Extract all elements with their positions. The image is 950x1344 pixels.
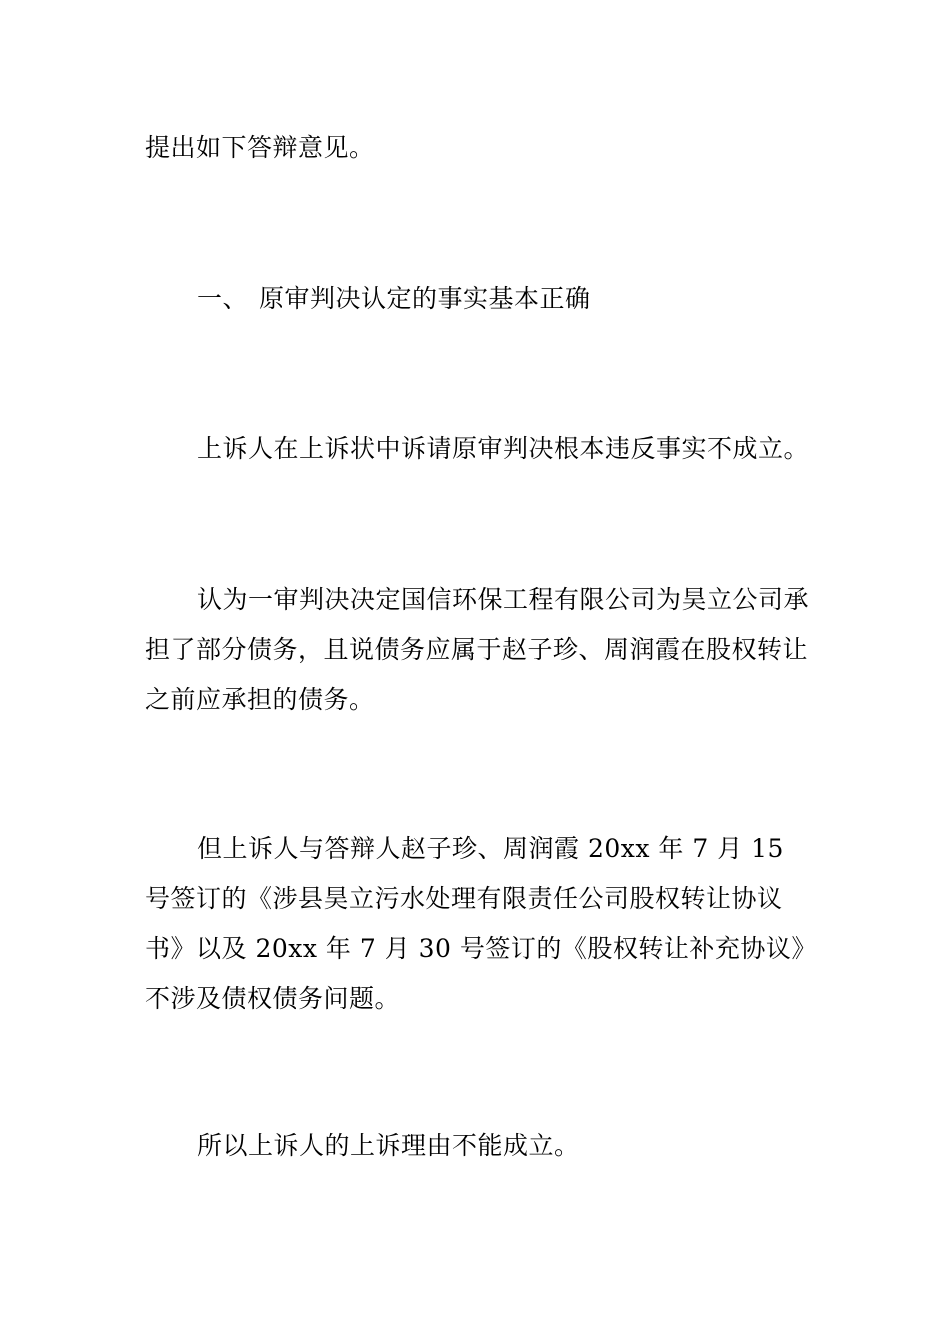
paragraph-4: 所以上诉人的上诉理由不能成立。: [197, 1131, 580, 1160]
heading-text: 原审判决认定的事实基本正确: [259, 284, 591, 313]
heading-number: 一、: [197, 284, 249, 313]
paragraph-2: 认为一审判决决定国信环保工程有限公司为昊立公司承担了部分债务，且说债务应属于赵子珍、周润霞在股权转让之前应承担的债务。: [145, 585, 810, 714]
section-heading: [197, 274, 867, 324]
paragraph-1: 上诉人在上诉状中诉请原审判决根本违反事实不成立。: [197, 434, 810, 463]
paragraph-3: 但上诉人与答辩人赵子珍、周润霞 20xx 年 7 月 15 号签订的《涉县昊立污水处理有限责任公司股权转让协议书》以及 20xx 年 7 月 30 号签订的《股权转让补充协议》不涉及债权债务问题。: [145, 834, 805, 1013]
paragraph-intro: 提出如下答辩意见。: [145, 133, 375, 162]
